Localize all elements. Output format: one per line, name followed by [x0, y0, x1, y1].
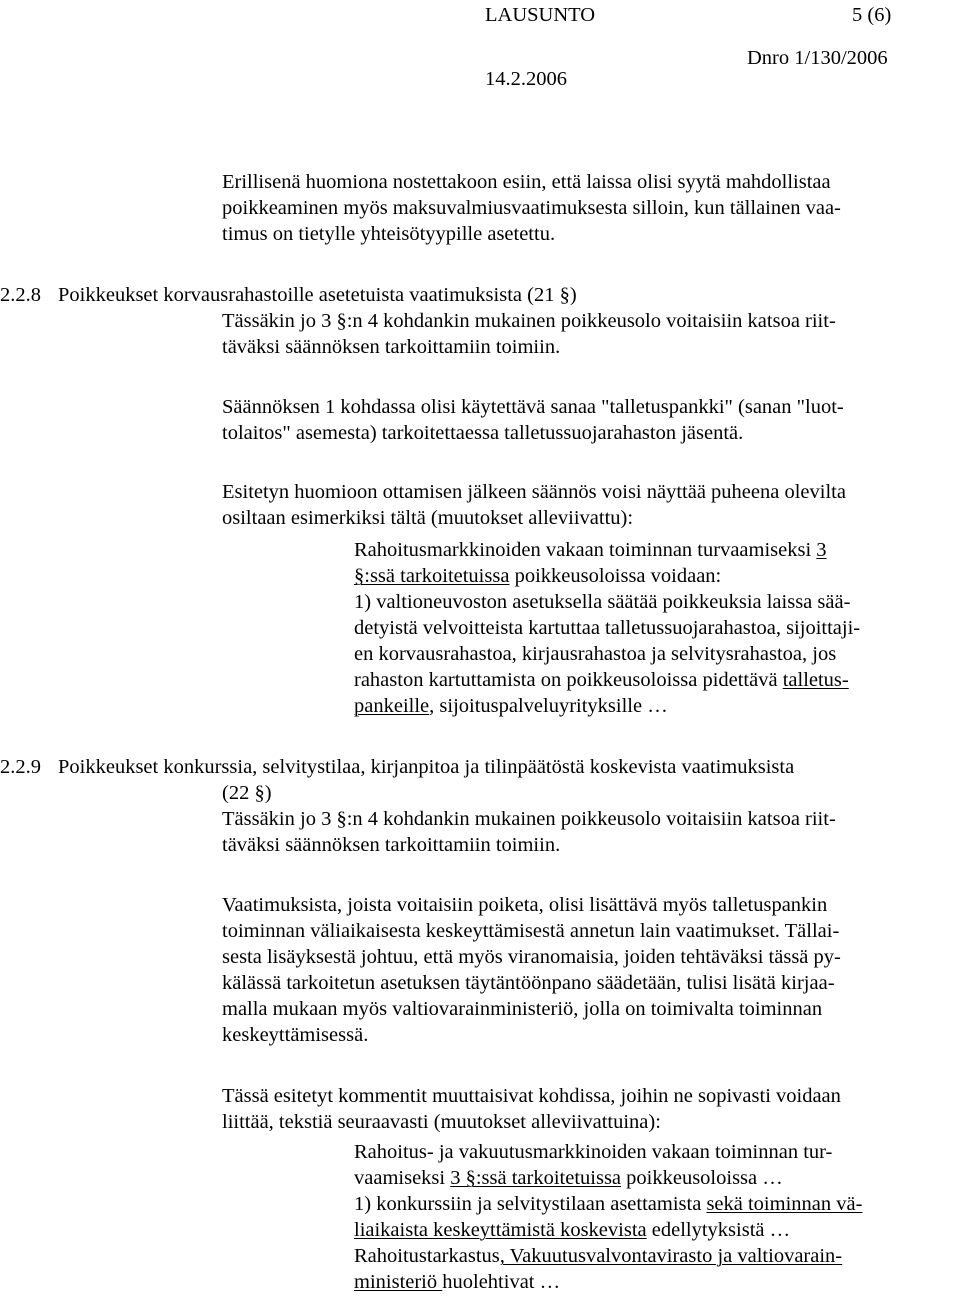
underlined-change: 3	[816, 539, 827, 561]
quote-line: ministeriö huolehtivat …	[354, 1271, 561, 1293]
text-line: Erillisenä huomiona nostettakoon esiin, että laissa olisi syytä mahdollistaa	[222, 171, 831, 193]
text-line: keskeyttämisessä.	[222, 1024, 369, 1046]
quote-line: §:ssä tarkoitetuissa poikkeusoloissa voidaan:	[354, 565, 722, 587]
underlined-change: sekä toiminnan vä-	[706, 1193, 863, 1215]
section-title-cont: (22 §)	[222, 782, 272, 804]
quote-line: Rahoitus- ja vakuutusmarkkinoiden vakaan toiminnan tur-	[354, 1141, 833, 1163]
section-title: Poikkeukset korvausrahastoille asetetuista vaatimuksista (21 §)	[58, 284, 577, 306]
text-line: Säännöksen 1 kohdassa olisi käytettävä sanaa "talletuspankki" (sanan "luot-	[222, 396, 844, 418]
quote-line: Rahoitusmarkkinoiden vakaan toiminnan turvaamiseksi 3	[354, 539, 827, 561]
text-line: poikkeaminen myös maksuvalmiusvaatimuksesta silloin, kun tällainen vaa-	[222, 197, 841, 219]
text-line: täväksi säännöksen tarkoittamiin toimiin.	[222, 336, 561, 358]
text-line: osiltaan esimerkiksi tältä (muutokset alleviivattu):	[222, 507, 634, 529]
text-line: sesta lisäyksestä johtuu, että myös viranomaisia, joiden tehtäväksi tässä py-	[222, 946, 841, 968]
quote-line: 1) valtioneuvoston asetuksella säätää poikkeuksia laissa sää-	[354, 591, 851, 613]
quote-line: pankeille, sijoituspalveluyrityksille …	[354, 695, 668, 717]
text-line: kälässä tarkoitetun asetuksen täytäntöönpano säädetään, tulisi lisätä kirjaa-	[222, 972, 835, 994]
reference-number: Dnro 1/130/2006	[747, 47, 888, 69]
quote-line: en korvausrahastoa, kirjausrahastoa ja selvitysrahastoa, jos	[354, 643, 837, 665]
section-title: Poikkeukset konkurssia, selvitystilaa, kirjanpitoa ja tilinpäätöstä koskevista vaatimuksista	[58, 756, 795, 778]
underlined-change: liaikaista keskeyttämistä koskevista	[354, 1219, 647, 1241]
text-line: liittää, tekstiä seuraavasti (muutokset alleviivattuina):	[222, 1111, 661, 1133]
quote-line: liaikaista keskeyttämistä koskevista edellytyksistä …	[354, 1219, 791, 1241]
underlined-change: 3 §:ssä tarkoitetuissa	[450, 1167, 622, 1189]
text-line: Tässäkin jo 3 §:n 4 kohdankin mukainen poikkeusolo voitaisiin katsoa riit-	[222, 310, 836, 332]
text-line: timus on tietylle yhteisötyypille asetettu.	[222, 223, 556, 245]
underlined-change: , Vakuutusvalvontavirasto ja valtiovarain-	[499, 1245, 843, 1267]
document-type: LAUSUNTO	[485, 4, 596, 26]
quote-line: rahaston kartuttamista on poikkeusoloissa pidettävä talletus-	[354, 669, 849, 691]
underlined-change: pankeille	[354, 695, 430, 717]
quote-line: Rahoitustarkastus, Vakuutusvalvontavirasto ja valtiovarain-	[354, 1245, 843, 1267]
text-line: Tässäkin jo 3 §:n 4 kohdankin mukainen poikkeusolo voitaisiin katsoa riit-	[222, 808, 836, 830]
page-number: 5 (6)	[852, 4, 892, 26]
text-line: toiminnan väliaikaisesta keskeyttämisestä annetun lain vaatimukset. Tällai-	[222, 920, 840, 942]
text-line: tolaitos" asemesta) tarkoitettaessa talletussuojarahaston jäsentä.	[222, 422, 744, 444]
quote-line: vaamiseksi 3 §:ssä tarkoitetuissa poikkeusoloissa …	[354, 1167, 783, 1189]
text-line: Tässä esitetyt kommentit muuttaisivat kohdissa, joihin ne sopivasti voidaan	[222, 1085, 841, 1107]
text-line: täväksi säännöksen tarkoittamiin toimiin.	[222, 834, 561, 856]
underlined-change: talletus-	[782, 669, 849, 691]
quote-line: detyistä velvoitteista kartuttaa talletussuojarahastoa, sijoittaji-	[354, 617, 861, 639]
underlined-change: ministeriö	[354, 1271, 443, 1293]
underlined-change: §:ssä tarkoitetuissa	[354, 565, 510, 587]
text-line: Vaatimuksista, joista voitaisiin poiketa, olisi lisättävä myös talletuspankin	[222, 894, 828, 916]
section-number: 2.2.9	[0, 756, 41, 778]
text-line: Esitetyn huomioon ottamisen jälkeen säännös voisi näyttää puheena olevilta	[222, 481, 846, 503]
text-line: malla mukaan myös valtiovarainministeriö, jolla on toimivalta toiminnan	[222, 998, 823, 1020]
document-date: 14.2.2006	[485, 68, 567, 90]
quote-line: 1) konkurssiin ja selvitystilaan asettamista sekä toiminnan vä-	[354, 1193, 863, 1215]
section-number: 2.2.8	[0, 284, 41, 306]
